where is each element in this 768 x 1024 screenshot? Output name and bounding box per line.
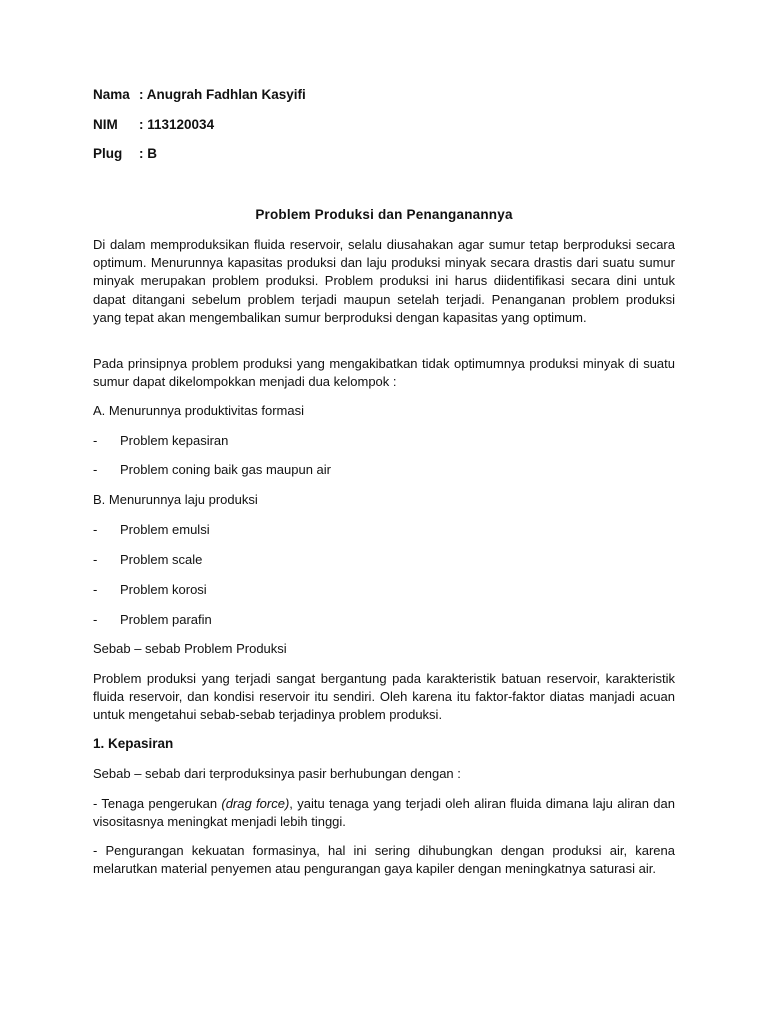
- item1-suffix: , yaitu tenaga yang terjadi oleh aliran fluida dimana laju aliran dan visositasnya meningkat menjadi lebih tinggi.: [93, 796, 675, 830]
- list-item: [93, 611, 212, 629]
- dash-marker: -: [93, 433, 98, 448]
- list-item: [93, 521, 210, 539]
- header-nim: [93, 117, 214, 132]
- section-heading-kepasiran: 1. Kepasiran: [93, 736, 174, 751]
- group-a-heading: A. Menurunnya produktivitas formasi: [93, 403, 304, 418]
- list-item-text: Problem coning baik gas maupun air: [120, 462, 332, 477]
- nama-label: Nama: [93, 87, 130, 102]
- intro-paragraph: Di dalam memproduksikan fluida reservoir, selalu diusahakan agar sumur tetap berproduksi secara optimum. Menurunnya kapasitas produksi dan laju produksi minyak secara drastis dari suatu sumur minyak merupakan problem produksi. Problem produksi ini harus diidentifikasi secara dini untuk dapat ditangani sebelum problem terjadi maupun setelah terjadi. Penanganan problem produksi yang tepat akan mengembalikan sumur berproduksi dengan kapasitas yang optimum.: [93, 237, 675, 325]
- list-item-text: Problem parafin: [120, 612, 212, 627]
- dash-marker: -: [93, 552, 98, 567]
- nim-label: NIM: [93, 117, 118, 132]
- list-item: [93, 461, 332, 479]
- document-title: Problem Produksi dan Penanganannya: [255, 207, 513, 222]
- nama-value: : Anugrah Fadhlan Kasyifi: [139, 87, 306, 102]
- list-item: [93, 551, 203, 569]
- dash-marker: -: [93, 612, 98, 627]
- kepasiran-item-formation-strength: - Pengurangan kekuatan formasinya, hal ini sering dihubungkan dengan produksi air, karena melarutkan material penyemen atau pengurangan gaya kapiler dengan meningkatnya saturasi air.: [93, 843, 675, 877]
- list-item-text: Problem kepasiran: [120, 433, 229, 448]
- list-item-text: Problem korosi: [120, 582, 207, 597]
- list-item-text: Problem scale: [120, 552, 203, 567]
- dash-marker: -: [93, 522, 98, 537]
- plug-label: Plug: [93, 146, 123, 161]
- list-item: [93, 432, 229, 450]
- item1-prefix: - Tenaga pengerukan: [93, 796, 222, 811]
- list-item: [93, 581, 207, 599]
- dash-marker: -: [93, 582, 98, 597]
- header-plug: [93, 146, 157, 161]
- dash-marker: -: [93, 462, 98, 477]
- group-b-heading: B. Menurunnya laju produksi: [93, 492, 258, 507]
- kepasiran-item-drag-force: [93, 795, 675, 831]
- plug-value: : B: [139, 146, 157, 161]
- nim-value: : 113120034: [139, 117, 215, 132]
- causes-paragraph: Problem produksi yang terjadi sangat bergantung pada karakteristik batuan reservoir, karakteristik fluida reservoir, dan kondisi reservoir itu sendiri. Oleh karena itu faktor-faktor diatas manjadi acuan untuk mengetahui sebab-sebab terjadinya problem produksi.: [93, 671, 675, 723]
- causes-heading: Sebab – sebab Problem Produksi: [93, 641, 287, 656]
- principle-paragraph: Pada prinsipnya problem produksi yang mengakibatkan tidak optimumnya produksi minyak di suatu sumur dapat dikelompokkan menjadi dua kelompok :: [93, 356, 675, 390]
- kepasiran-intro: Sebab – sebab dari terproduksinya pasir berhubungan dengan :: [93, 766, 461, 781]
- header-nama: [93, 87, 306, 102]
- list-item-text: Problem emulsi: [120, 522, 210, 537]
- item1-italic-term: (drag force): [221, 796, 290, 811]
